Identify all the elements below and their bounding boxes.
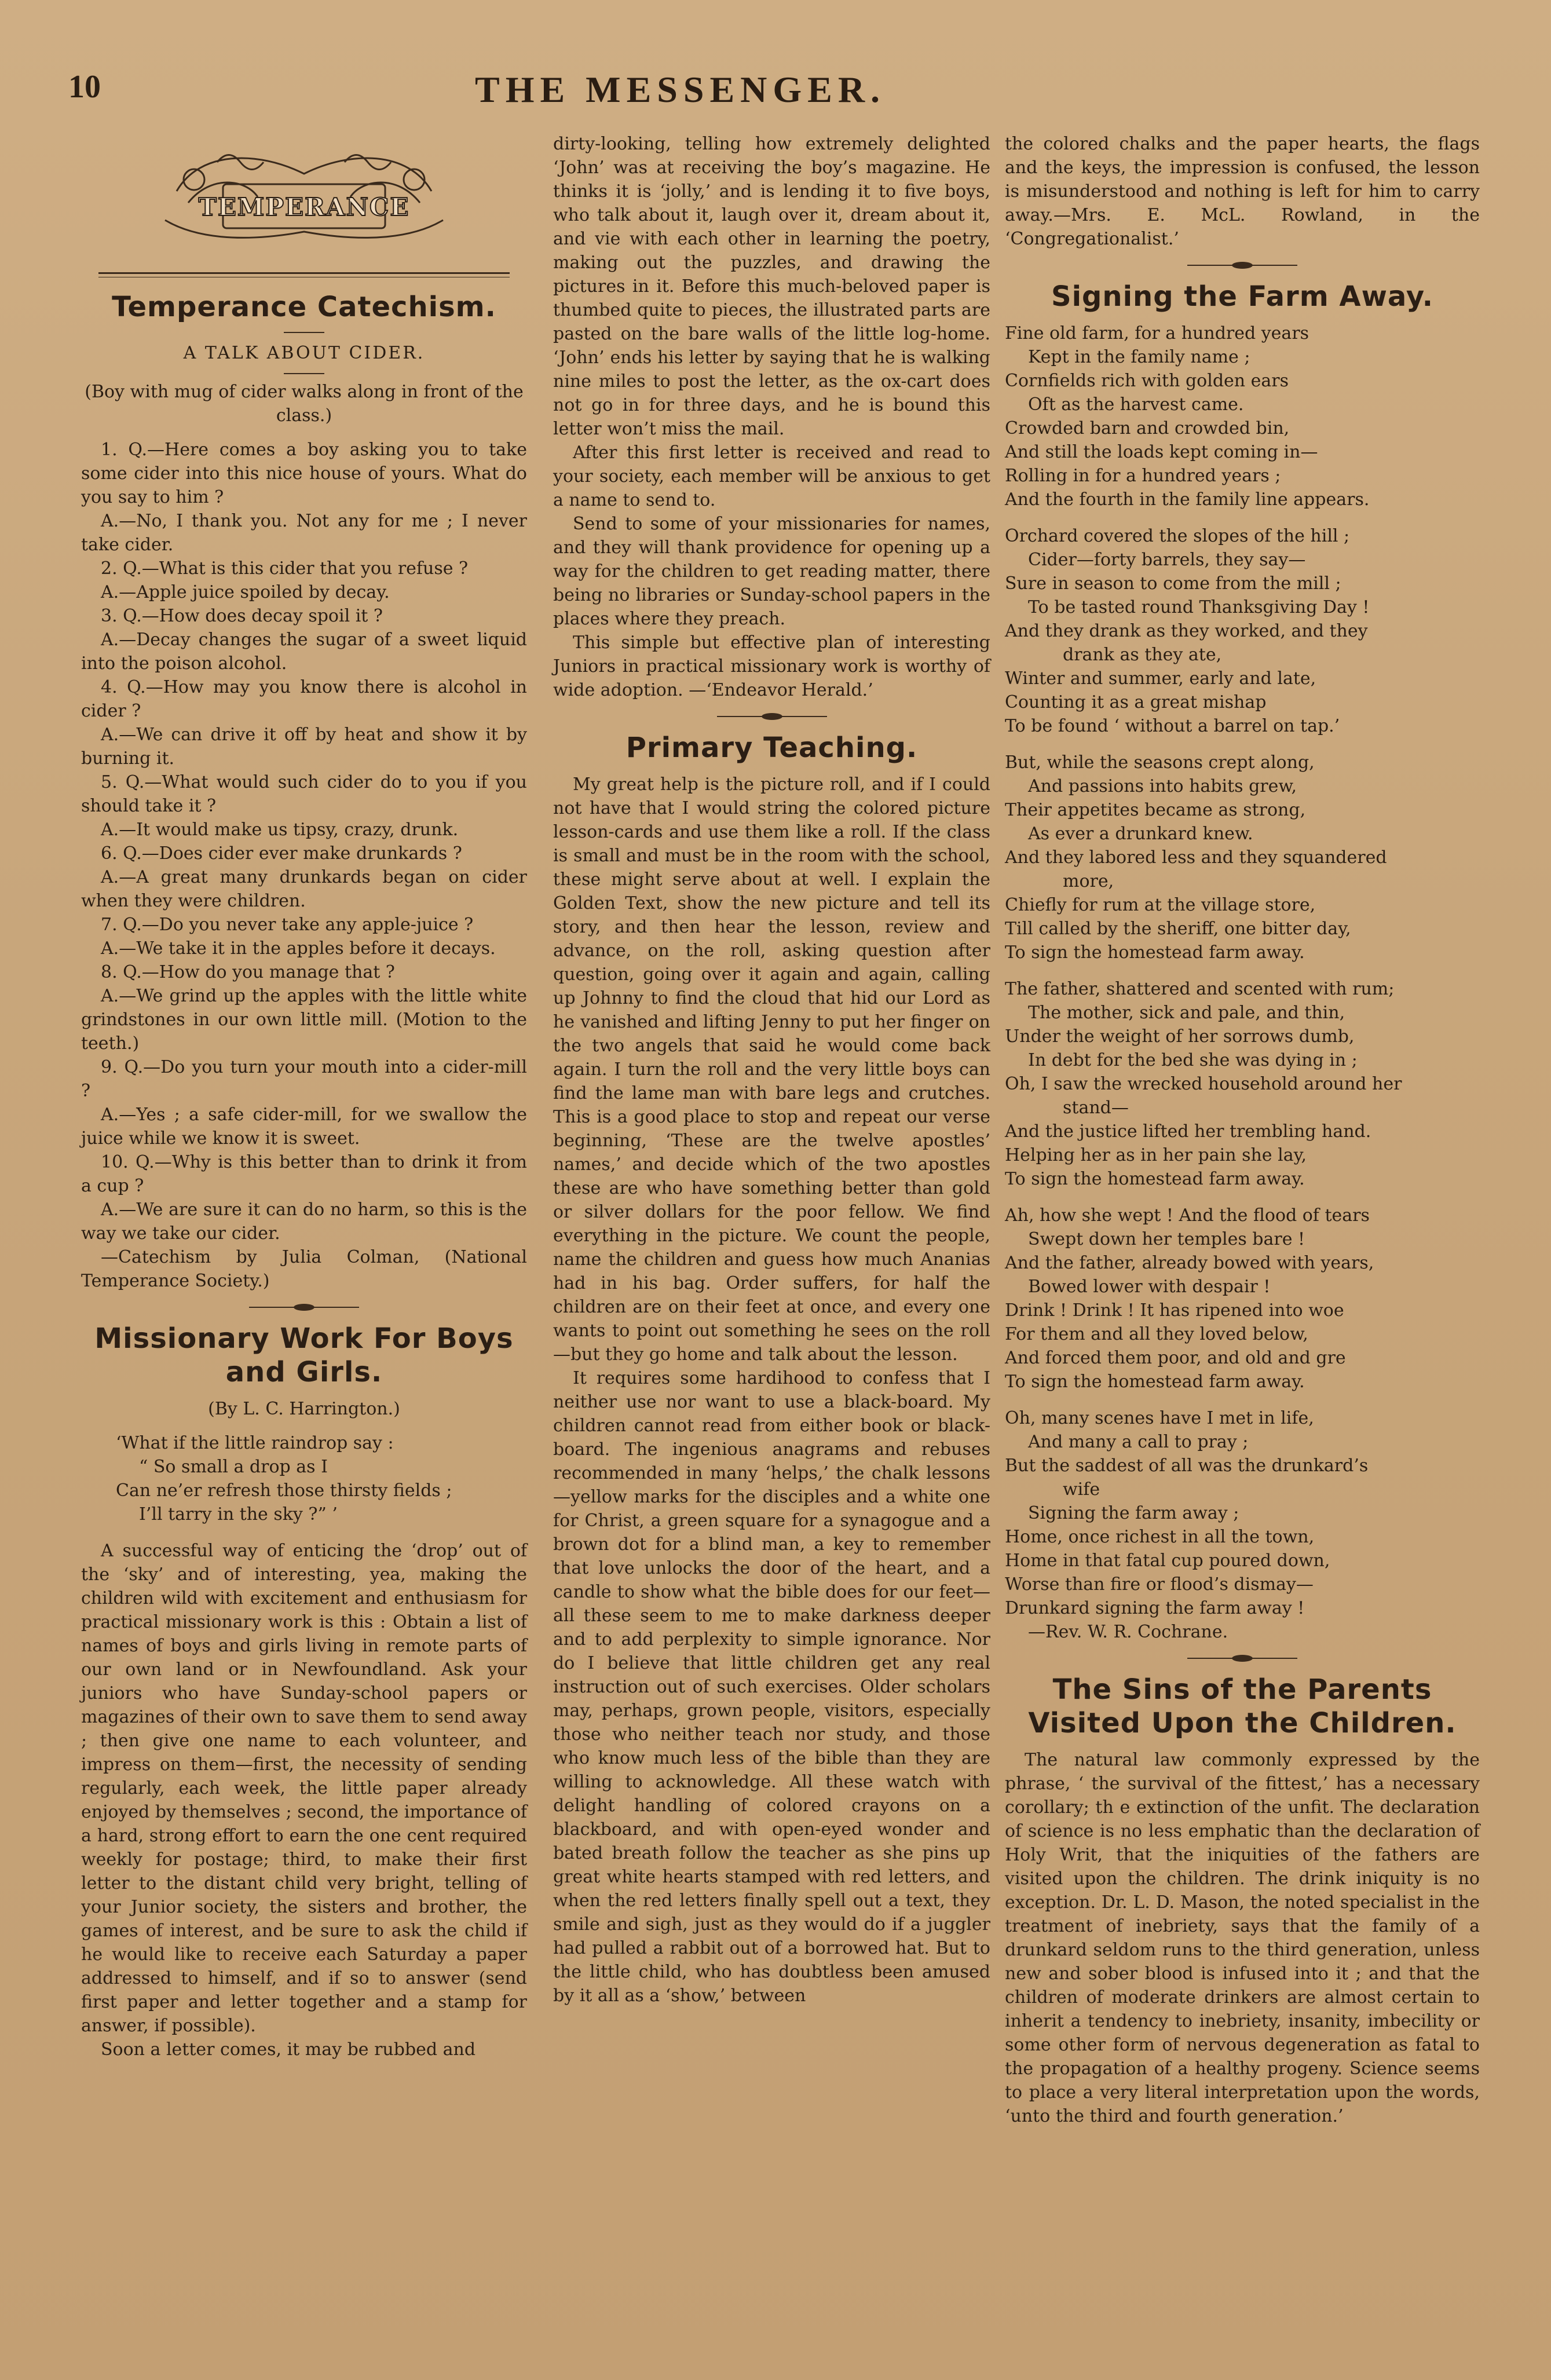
poem-body — [1005, 321, 1480, 1644]
poem-line: As ever a drunkard knew. — [1028, 824, 1253, 844]
catechism-line: 7. Q.—Do you never take any apple-juice ? — [101, 915, 474, 935]
poem-line: Till called by the sheriff, one bitter day, — [1005, 919, 1351, 939]
poem-line: Drunkard signing the farm away ! — [1005, 1598, 1305, 1618]
paragraph: It requires some hardihood to confess that I neither use nor want to use a black-board. My children cannot read from either book or black-board. The ingenious anagrams and rebuses recommended in many ‘helps,’ the chalk lessons—yellow marks for the disciples and a white one for Christ, a green square for a synagogue and a brown dot for a blind man, a key to remember that love unlocks the door of the heart, and a candle to show what the bible does for our feet—all these seem to me to make darkness deeper and to add perplexity to simple ignorance. Nor do I believe that little children get any real instruction out of such exercises. Older scholars may, perhaps, grown people, visitors, especially those who neither teach nor study, and those who know much less of the bible than they are willing to acknowledge. All these watch with delight handling of colored crayons on a blackboard, and with open-eyed wonder and bated breath follow the teacher as she pins up great white hearts stamped with red letters, and when the red letters finally spell out a text, they smile and sigh, just as they would do if a juggler had pulled a rabbit out of a borrowed hat. But to the little child, who has doubtless been amused by it all as a ‘show,’ between — [553, 1368, 990, 2006]
catechism-line: 3. Q.—How does decay spoil it ? — [101, 606, 383, 626]
poem-line: In debt for the bed she was dying in ; — [1028, 1050, 1358, 1070]
missionary-title: Missionary Work For Boys and Girls. — [94, 1322, 514, 1388]
poem-line: Oh, many scenes have I met in life, — [1005, 1408, 1314, 1428]
stanza-gap — [1005, 964, 1480, 977]
poem-line: The mother, sick and pale, and thin, — [1028, 1003, 1345, 1023]
poem-line: Worse than fire or flood’s dismay— — [1005, 1574, 1314, 1595]
poem-line: Chiefly for rum at the village store, — [1005, 895, 1316, 915]
catechism-line: 10. Q.—Why is this better than to drink it from a cup ? — [81, 1152, 527, 1196]
short-rule — [284, 373, 324, 374]
poem-line: wife — [1063, 1479, 1100, 1500]
catechism-line: A.—Yes ; a safe cider-mill, for we swallow the juice while we know it is sweet. — [81, 1105, 527, 1149]
short-rule — [284, 332, 324, 333]
verse-line: Can ne’er refresh those thirsty fields ; — [116, 1480, 452, 1501]
separator-ornament — [81, 1303, 527, 1311]
stanza-gap — [1005, 738, 1480, 751]
verse-line: I’ll tarry in the sky ?” ’ — [139, 1504, 338, 1524]
catechism-lines — [81, 438, 527, 1293]
poem-line: But the saddest of all was the drunkard’s — [1005, 1456, 1369, 1476]
poem-line: more, — [1063, 871, 1114, 891]
primary-teaching-body — [553, 773, 990, 2008]
catechism-line: 1. Q.—Here comes a boy asking you to take some cider into this nice house of yours. What do you say to him ? — [81, 440, 527, 507]
poem-line: Ah, how she wept ! And the flood of tears — [1005, 1205, 1370, 1226]
double-rule — [98, 272, 510, 277]
poem-line: And they labored less and they squandered — [1005, 847, 1387, 868]
poem-line: To be found ‘ without a barrel on tap.’ — [1005, 716, 1340, 736]
page-number: 10 — [68, 69, 101, 105]
poem-line: Oft as the harvest came. — [1028, 394, 1244, 415]
catechism-line: 2. Q.—What is this cider that you refuse ? — [101, 558, 469, 579]
catechism-line: A.—A great many drunkards began on cider when they were children. — [81, 867, 527, 911]
catechism-title: Temperance Catechism. — [112, 291, 496, 323]
verse-line: “ So small a drop as I — [139, 1457, 328, 1477]
temperance-logo — [81, 139, 527, 266]
catechism-line: A.—Apple juice spoiled by decay. — [101, 582, 390, 602]
poem-line: Kept in the family name ; — [1028, 347, 1250, 367]
missionary-verse — [81, 1431, 527, 1526]
masthead-title: THE MESSENGER. — [475, 69, 886, 110]
catechism-line: A.—Decay changes the sugar of a sweet liquid into the poison alcohol. — [81, 630, 527, 674]
catechism-line: A.—We grind up the apples with the little white grindstones in our own little mill. (Motion to the teeth.) — [81, 986, 527, 1054]
column-2 — [553, 132, 990, 2008]
poem-line: Signing the farm away ; — [1028, 1503, 1239, 1523]
catechism-line: 9. Q.—Do you turn your mouth into a cider-mill ? — [81, 1057, 527, 1101]
sins-body: The natural law commonly expressed by the phrase, ‘ the survival of the fittest,’ has a necessary corollary; th e extinction of the unfit. The declaration of science is no less emphatic than the declaration of Holy Writ, that the iniquities of the fathers are visited upon the children. The drink iniquity is no exception. Dr. L. D. Mason, the noted specialist in the treatment of inebriety, says that the family of a drunkard seldom runs to the third generation, unless new and sober blood is infused into it ; and that the children of moderate drinkers are almost certain to inherit a tendency to inebriety, insanity, imbecility or some other form of nervous degeneration as fatal to the propagation of a healthy progeny. Science seems to place a very literal interpretation upon the words, ‘unto the third and fourth generation.’ — [1005, 1750, 1480, 2126]
catechism-line: 6. Q.—Does cider ever make drunkards ? — [101, 843, 462, 864]
poem-title: Signing the Farm Away. — [1051, 280, 1433, 313]
poem-line: Swept down her temples bare ! — [1028, 1229, 1305, 1249]
catechism-line: A.—No, I thank you. Not any for me ; I never take cider. — [81, 511, 527, 555]
poem-line: Fine old farm, for a hundred years — [1005, 323, 1309, 343]
poem-line: Cornfields rich with golden ears — [1005, 371, 1289, 391]
missionary-byline: (By L. C. Harrington.) — [208, 1399, 400, 1419]
catechism-line: A.—We take it in the apples before it decays. — [101, 938, 496, 959]
poem-line: Under the weight of her sorrows dumb, — [1005, 1026, 1355, 1047]
catechism-line: 4. Q.—How may you know there is alcohol in cider ? — [81, 677, 527, 721]
poem-line: And the fourth in the family line appears. — [1005, 489, 1370, 510]
catechism-line: 5. Q.—What would such cider do to you if you should take it ? — [81, 772, 527, 816]
primary-teaching-title: Primary Teaching. — [625, 732, 918, 764]
poem-line: Helping her as in her pain she lay, — [1005, 1145, 1307, 1165]
missionary-body: A successful way of enticing the ‘drop’ out of the ‘sky’ and of interesting, yea, making the children wild with excitement and enthusiasm for practical missionary work is this : Obtain a list of names of boys and girls living in remote parts of our own land or in Newfoundland. Ask your juniors who have Sunday-school papers or magazines of their own to save them to send away ; then give one name to each volunteer, and impress on them—first, the necessity of sending regularly, each week, the little paper already enjoyed by themselves ; second, the importance of a hard, strong effort to earn the one cent required weekly for postage; third, to make their first letter to the distant child very bright, telling of your Junior society, the sisters and brother, the games of interest, and be sure to ask the child if he would like to receive each Saturday a paper addressed to himself, and if so to answer (send first paper and letter together and a stamp for answer, if possible). — [81, 1541, 527, 2036]
catechism-line: —Catechism by Julia Colman, (National Temperance Society.) — [81, 1247, 527, 1291]
poem-line: Sure in season to come from the mill ; — [1005, 573, 1341, 594]
paragraph: Send to some of your missionaries for names, and they will thank providence for opening up a way for the children to get reading matter, there being no libraries or Sunday-school papers in the places where they preach. — [553, 514, 990, 629]
poem-line: Rolling in for a hundred years ; — [1005, 466, 1281, 486]
poem-line: For them and all they loved below, — [1005, 1324, 1308, 1344]
poem-line: And the father, already bowed with years, — [1005, 1253, 1374, 1273]
continuation-paragraph: dirty-looking, telling how extremely delighted ‘John’ was at receiving the boy’s magazine. He thinks it is ‘jolly,’ and is lending it to five boys, who talk about it, laugh over it, dream about it, and vie with each other in learning the poetry, making out the puzzles, and drawing the pictures in it. Before this much-beloved paper is thumbed quite to pieces, the illustrated parts are pasted on the bare walls of the little log-home. ‘John’ ends his letter by saying that he is walking nine miles to post the letter, as the ox-cart does not go in for three days, and he is bound this letter won’t miss the mail. — [553, 134, 990, 439]
catechism-subtitle: A TALK ABOUT CIDER. — [183, 343, 425, 363]
poem-line: Counting it as a great mishap — [1005, 692, 1267, 712]
catechism-line: A.—It would make us tipsy, crazy, drunk. — [101, 820, 459, 840]
column-1 — [81, 133, 527, 2061]
paragraph: My great help is the picture roll, and if I could not have that I would string the colored picture lesson-cards and use them like a roll. If the class is small and must be in the room with the school, these might serve about at well. I explain the Golden Text, show the new picture and tell its story, and then hear the lesson, review and advance, on the roll, asking question after question, going over it again and again, calling up Johnny to find the cloud that hid our Lord as he vanished and lifting Jenny to put her finger on the two angels that said he would come back again. I turn the roll and the very little boys can find the lame man with bare legs and crutches. This is a good place to stop and repeat our verse beginning, ‘These are the twelve apostles’ names,’ and decide which of the two apostles these are who have something better than gold or silver dollars for the poor fellow. We find everything in the picture. We count the people, name the children and guess how much Ananias had in his bag. Order suffers, for half the children are on their feet at once, and every one wants to point out something he sees on the roll—but they go home and talk about the lesson. — [553, 774, 990, 1365]
poem-line: Cider—forty barrels, they say— — [1028, 550, 1306, 570]
poem-line: Winter and summer, early and late, — [1005, 668, 1316, 689]
separator-ornament — [1005, 1654, 1480, 1662]
stage-direction: (Boy with mug of cider walks along in front of the class.) — [85, 382, 524, 426]
poem-line: Bowed lower with despair ! — [1028, 1277, 1271, 1297]
poem-line: —Rev. W. R. Cochrane. — [1028, 1622, 1228, 1642]
catechism-line: A.—We can drive it off by heat and show it by burning it. — [81, 725, 527, 769]
paragraph: After this first letter is received and read to your society, each member will be anxious to get a name to send to. — [553, 443, 990, 510]
separator-ornament — [1005, 261, 1480, 269]
missionary-continuation — [553, 132, 990, 702]
poem-line: Orchard covered the slopes of the hill ; — [1005, 526, 1350, 546]
poem-line: To sign the homestead farm away. — [1005, 1372, 1305, 1392]
stanza-gap — [1005, 511, 1480, 524]
logo-lettering: TEMPERANCE — [198, 193, 410, 221]
poem-line: Oh, I saw the wrecked household around her — [1005, 1074, 1402, 1094]
poem-line: Their appetites became as strong, — [1005, 800, 1306, 820]
poem-line: Drink ! Drink ! It has ripened into woe — [1005, 1300, 1344, 1321]
verse-line: ‘What if the little raindrop say : — [116, 1433, 394, 1453]
separator-ornament — [553, 712, 990, 721]
poem-line: And they drank as they worked, and they — [1005, 621, 1368, 641]
stanza-gap — [1005, 1191, 1480, 1204]
stanza-gap — [1005, 1394, 1480, 1406]
column-3 — [1005, 132, 1480, 2128]
missionary-body-2: Soon a letter comes, it may be rubbed and — [101, 2039, 476, 2060]
poem-line: drank as they ate, — [1063, 645, 1222, 665]
poem-line: And still the loads kept coming in— — [1005, 442, 1318, 462]
poem-line: Home in that fatal cup poured down, — [1005, 1551, 1330, 1571]
poem-line: And the justice lifted her trembling hand. — [1005, 1121, 1371, 1142]
poem-line: stand— — [1063, 1098, 1129, 1118]
poem-line: But, while the seasons crept along, — [1005, 752, 1315, 773]
poem-line: And forced them poor, and old and gre — [1005, 1348, 1346, 1368]
sins-title: The Sins of the Parents Visited Upon the Children. — [1028, 1673, 1457, 1739]
poem-line: Crowded barn and crowded bin, — [1005, 418, 1290, 438]
poem-line: And passions into habits grew, — [1028, 776, 1297, 796]
poem-line: And many a call to pray ; — [1028, 1432, 1249, 1452]
poem-line: Home, once richest in all the town, — [1005, 1527, 1315, 1547]
catechism-line: A.—We are sure it can do no harm, so this is the way we take our cider. — [81, 1200, 527, 1244]
poem-line: To sign the homestead farm away. — [1005, 942, 1305, 963]
poem-line: To sign the homestead farm away. — [1005, 1169, 1305, 1189]
poem-line: The father, shattered and scented with rum; — [1005, 979, 1395, 999]
poem-line: To be tasted round Thanksgiving Day ! — [1028, 597, 1370, 617]
paragraph: This simple but effective plan of interesting Juniors in practical missionary work is worthy of wide adoption. —‘Endeavor Herald.’ — [553, 633, 990, 700]
catechism-line: 8. Q.—How do you manage that ? — [101, 962, 395, 982]
primary-continuation: the colored chalks and the paper hearts, the flags and the keys, the impression is confused, the lesson is misunderstood and nothing is left for him to carry away.—Mrs. E. McL. Rowland, in the ‘Congregationalist.’ — [1005, 134, 1480, 249]
